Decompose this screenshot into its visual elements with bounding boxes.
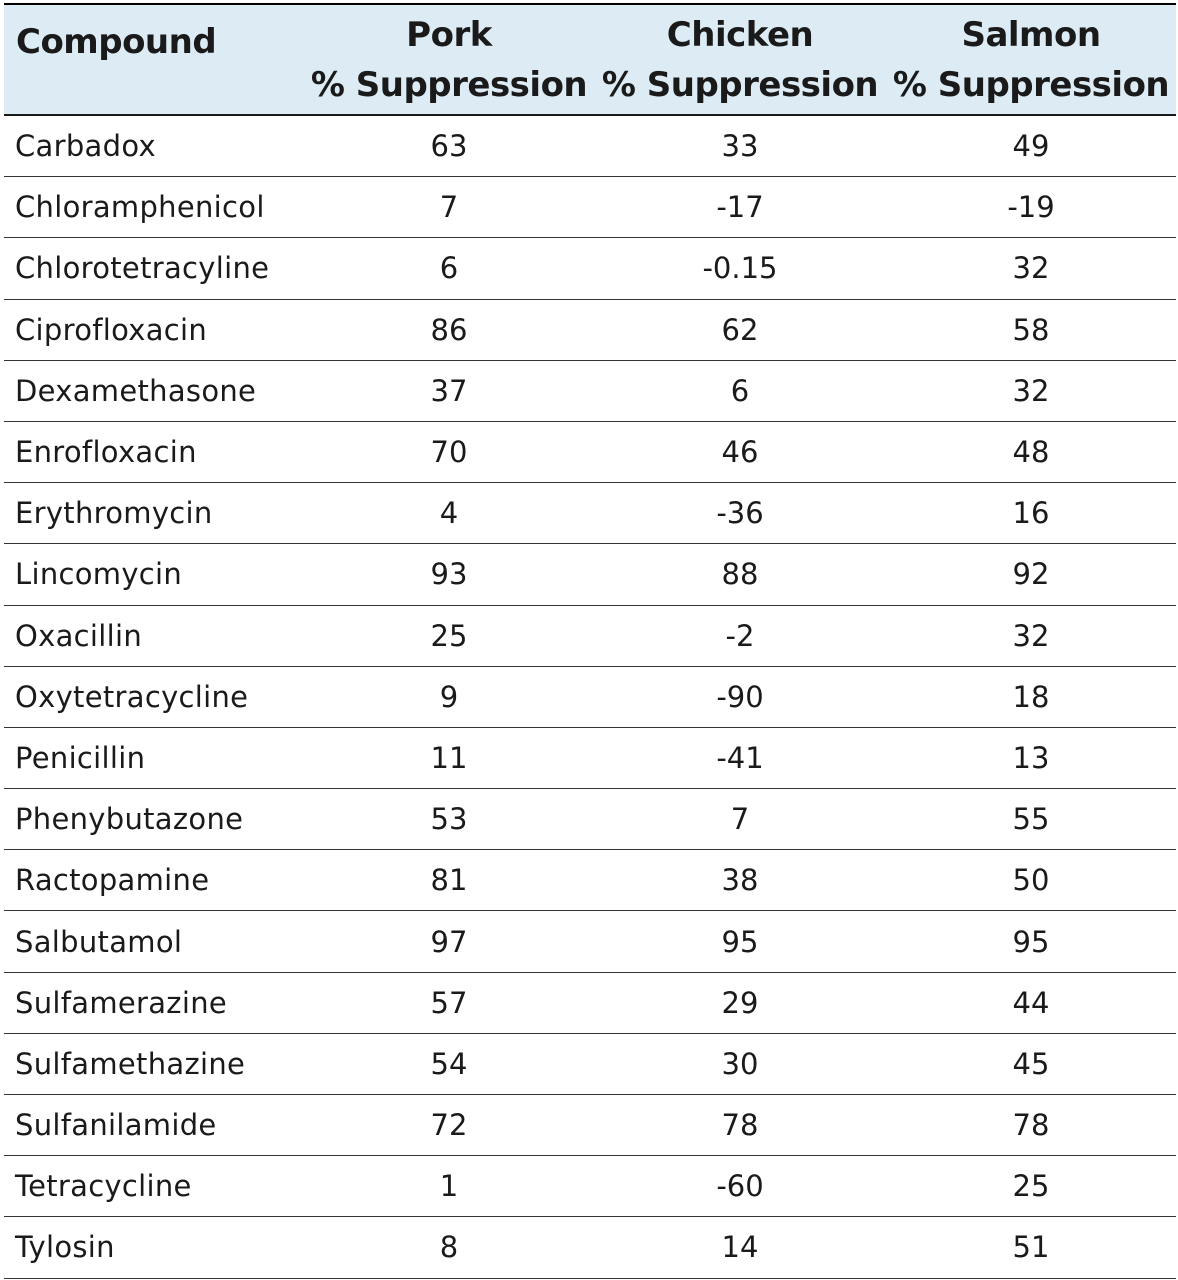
chicken-cell: 78 — [721, 1108, 759, 1143]
salmon-cell: 50 — [1012, 863, 1050, 898]
pork-cell: 86 — [430, 312, 468, 347]
table-row — [4, 728, 1176, 789]
pork-cell: 81 — [430, 863, 468, 898]
pork-cell: 25 — [430, 618, 468, 653]
pork-cell: 1 — [439, 1169, 459, 1204]
compound-cell: Lincomycin — [15, 557, 183, 592]
header-pork — [304, 5, 594, 114]
chicken-cell: -90 — [716, 679, 764, 714]
pork-cell: 4 — [439, 496, 459, 531]
table-row — [4, 789, 1176, 850]
table-row — [4, 667, 1176, 728]
compound-cell: Phenybutazone — [15, 802, 244, 837]
table-row — [4, 911, 1176, 972]
table-row — [4, 300, 1176, 361]
table-row — [4, 422, 1176, 483]
pork-cell: 7 — [439, 190, 459, 225]
header-salmon-subtitle: % Suppression — [892, 64, 1170, 105]
table-row — [4, 1156, 1176, 1217]
chicken-cell: 38 — [721, 863, 759, 898]
compound-cell: Erythromycin — [15, 496, 213, 531]
compound-cell: Sulfamerazine — [15, 985, 228, 1020]
salmon-cell: 32 — [1012, 618, 1050, 653]
pork-cell: 72 — [430, 1108, 468, 1143]
pork-cell: 54 — [430, 1046, 468, 1081]
chicken-cell: 46 — [721, 435, 759, 470]
chicken-cell: -36 — [716, 496, 764, 531]
salmon-cell: 58 — [1012, 312, 1050, 347]
compound-cell: Chlorotetracyline — [15, 251, 270, 286]
salmon-cell: 78 — [1012, 1108, 1050, 1143]
table-row — [4, 1095, 1176, 1156]
salmon-cell: 45 — [1012, 1046, 1050, 1081]
header-compound: Compound — [16, 22, 217, 62]
chicken-cell: 14 — [721, 1230, 759, 1265]
chicken-cell: 29 — [721, 985, 759, 1020]
salmon-cell: 13 — [1012, 740, 1050, 775]
salmon-cell: 48 — [1012, 435, 1050, 470]
pork-cell: 8 — [439, 1230, 459, 1265]
compound-cell: Dexamethasone — [15, 373, 257, 408]
chicken-cell: -17 — [716, 190, 764, 225]
salmon-cell: 16 — [1012, 496, 1050, 531]
table-row — [4, 606, 1176, 667]
pork-cell: 11 — [430, 740, 468, 775]
table-row — [4, 361, 1176, 422]
pork-cell: 9 — [439, 679, 459, 714]
salmon-cell: 55 — [1012, 802, 1050, 837]
compound-cell: Enrofloxacin — [15, 435, 197, 470]
pork-cell: 6 — [439, 251, 459, 286]
header-salmon — [886, 5, 1176, 114]
suppression-table — [4, 3, 1176, 1279]
table-row — [4, 177, 1176, 238]
pork-cell: 63 — [430, 129, 468, 164]
table-row — [4, 544, 1176, 605]
header-chicken-subtitle: % Suppression — [601, 64, 879, 105]
table-body — [4, 116, 1176, 1279]
table-row — [4, 238, 1176, 299]
chicken-cell: 6 — [730, 373, 750, 408]
compound-cell: Tetracycline — [15, 1169, 192, 1204]
chicken-cell: -60 — [716, 1169, 764, 1204]
salmon-cell: 32 — [1012, 373, 1050, 408]
pork-cell: 93 — [430, 557, 468, 592]
compound-cell: Penicillin — [15, 740, 146, 775]
chicken-cell: -2 — [725, 618, 755, 653]
compound-cell: Tylosin — [15, 1230, 115, 1265]
salmon-cell: -19 — [1007, 190, 1055, 225]
compound-cell: Oxacillin — [15, 618, 143, 653]
salmon-cell: 32 — [1012, 251, 1050, 286]
chicken-cell: 95 — [721, 924, 759, 959]
compound-cell: Sulfanilamide — [15, 1108, 217, 1143]
salmon-cell: 95 — [1012, 924, 1050, 959]
salmon-cell: 25 — [1012, 1169, 1050, 1204]
chicken-cell: -0.15 — [702, 251, 778, 286]
table-row — [4, 850, 1176, 911]
header-chicken — [594, 5, 886, 114]
compound-cell: Oxytetracycline — [15, 679, 249, 714]
compound-cell: Carbadox — [15, 129, 156, 164]
chicken-cell: 88 — [721, 557, 759, 592]
salmon-cell: 44 — [1012, 985, 1050, 1020]
salmon-cell: 49 — [1012, 129, 1050, 164]
table-row — [4, 1217, 1176, 1278]
header-salmon-title: Salmon — [961, 14, 1101, 55]
chicken-cell: 30 — [721, 1046, 759, 1081]
pork-cell: 97 — [430, 924, 468, 959]
chicken-cell: 7 — [730, 802, 750, 837]
pork-cell: 37 — [430, 373, 468, 408]
salmon-cell: 92 — [1012, 557, 1050, 592]
pork-cell: 53 — [430, 802, 468, 837]
pork-cell: 70 — [430, 435, 468, 470]
table-row — [4, 1034, 1176, 1095]
compound-cell: Ractopamine — [15, 863, 210, 898]
header-pork-subtitle: % Suppression — [310, 64, 588, 105]
header-chicken-title: Chicken — [666, 14, 814, 55]
compound-cell: Chloramphenicol — [15, 190, 265, 225]
chicken-cell: -41 — [716, 740, 764, 775]
header-pork-title: Pork — [406, 14, 492, 55]
pork-cell: 57 — [430, 985, 468, 1020]
chicken-cell: 33 — [721, 129, 759, 164]
compound-cell: Sulfamethazine — [15, 1046, 246, 1081]
salmon-cell: 18 — [1012, 679, 1050, 714]
table-row — [4, 483, 1176, 544]
table-row — [4, 973, 1176, 1034]
table-header — [4, 5, 1176, 116]
compound-cell: Ciprofloxacin — [15, 312, 208, 347]
table-row — [4, 116, 1176, 177]
compound-cell: Salbutamol — [15, 924, 183, 959]
salmon-cell: 51 — [1012, 1230, 1050, 1265]
chicken-cell: 62 — [721, 312, 759, 347]
